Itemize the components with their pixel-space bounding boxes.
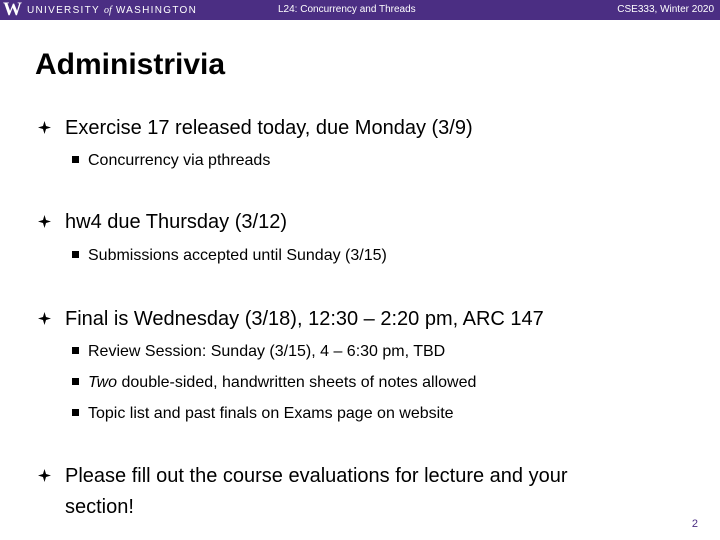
bullet-text: section! — [65, 496, 134, 518]
lecture-title: L24: Concurrency and Threads — [278, 4, 416, 15]
bullet-text: Please fill out the course evaluations for lecture and your — [65, 465, 568, 487]
sub-bullet-item — [72, 404, 454, 424]
sub-bullet-text: Review Session: Sunday (3/15), 4 – 6:30 pm, TBD — [88, 343, 446, 360]
uw-wordmark: UNIVERSITY of WASHINGTON — [27, 4, 198, 16]
sub-bullet-text: double-sided, handwritten sheets of notes allowed — [121, 374, 477, 391]
sub-bullet-text: Concurrency via pthreads — [88, 152, 271, 169]
header-bar — [0, 0, 720, 20]
uw-logo — [3, 1, 197, 19]
square-bullet-icon — [72, 347, 79, 354]
square-bullet-icon — [72, 156, 79, 163]
bullet-text: hw4 due Thursday (3/12) — [65, 211, 287, 233]
sub-bullet-text: Submissions accepted until Sunday (3/15) — [88, 247, 387, 264]
bullet-text: Exercise 17 released today, due Monday (3/9) — [65, 117, 473, 139]
sub-bullet-item — [72, 151, 270, 171]
square-bullet-icon — [72, 251, 79, 258]
page-number: 2 — [691, 518, 698, 530]
diamond-bullet-icon — [38, 312, 51, 325]
diamond-bullet-icon — [38, 469, 51, 482]
sub-bullet-item — [72, 246, 387, 266]
diamond-bullet-icon — [38, 121, 51, 134]
uw-w-logo-icon: W — [3, 0, 22, 20]
sub-bullet-text: Topic list and past finals on Exams page on website — [88, 405, 454, 422]
slide-title: Administrivia — [35, 48, 226, 81]
sub-bullet-item — [72, 373, 476, 393]
square-bullet-icon — [72, 409, 79, 416]
square-bullet-icon — [72, 378, 79, 385]
emphasis-text: Two — [88, 374, 118, 391]
diamond-bullet-icon — [38, 215, 51, 228]
sub-bullet-item — [72, 342, 445, 362]
course-label: CSE333, Winter 2020 — [617, 4, 714, 15]
bullet-text: Final is Wednesday (3/18), 12:30 – 2:20 pm, ARC 147 — [65, 308, 544, 330]
